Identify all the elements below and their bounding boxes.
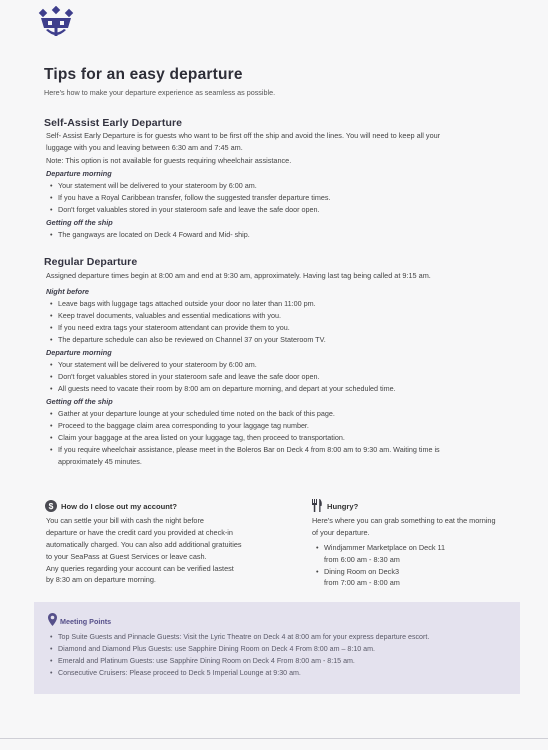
- list-item: • Proceed to the baggage claim area corresponding to your laggage tag number.: [50, 421, 309, 430]
- hungry-line: of your departure.: [312, 528, 370, 537]
- list-item: • If you need extra tags your stateroom attendant can provide them to you.: [50, 323, 290, 332]
- page-edge-divider: [0, 738, 548, 739]
- list-item: • Leave bags with luggage tags attached outside your door no later than 11:00 pm.: [50, 299, 316, 308]
- list-item: • Diamond and Diamond Plus Guests: use Sapphire Dining Room on Deck 4 From 8:00 am – 8:10 am.: [50, 645, 376, 653]
- list-item: • If you have a Royal Caribbean transfer, follow the suggested transfer departure times.: [50, 193, 331, 202]
- dollar-circle-icon: [45, 500, 57, 512]
- list-item: • The gangways are located on Deck 4 Foward and Mid- ship.: [50, 230, 250, 239]
- night-before-heading: Night before: [46, 287, 89, 296]
- account-line: automatically charged. You can also add additional gratuities: [46, 540, 242, 549]
- list-item: • Windjammer Marketplace on Deck 11: [316, 543, 446, 552]
- self-assist-intro-2: luggage with you and leaving between 6:30 am and 7:45 am.: [46, 143, 243, 152]
- list-item-time: from 7:00 am - 8:00 am: [324, 578, 400, 587]
- list-item: • Emerald and Platinum Guests: use Sapphire Dining Room on Deck 4 From 8:00 am - 8:15 am.: [50, 657, 355, 665]
- list-item-time: from 6:00 am - 8:30 am: [324, 555, 400, 564]
- regular-morning-heading: Departure morning: [46, 348, 112, 357]
- page-title: Tips for an easy departure: [44, 66, 243, 83]
- self-assist-morning-heading: Departure morning: [46, 169, 112, 178]
- list-item: • Your statement will be delivered to your stateroom by 6:00 am.: [50, 181, 257, 190]
- list-item: • If you require wheelchair assistance, please meet in the Boleros Bar on Deck 4 from 8:00 am to 9:30 am. Waiting time is: [50, 445, 440, 454]
- list-item: • Don't forget valuables stored in your stateroom safe and leave the safe door open.: [50, 372, 320, 381]
- hungry-heading: Hungry?: [327, 502, 359, 511]
- page-subtitle: Here's how to make your departure experience as seamless as possible.: [44, 88, 276, 97]
- list-item: • Keep travel documents, valuables and essential medications with you.: [50, 311, 281, 320]
- meeting-points-heading: Meeting Points: [60, 617, 112, 626]
- svg-text:$: $: [48, 501, 54, 511]
- list-item: • Dining Room on Deck3: [316, 567, 400, 576]
- account-heading: How do I close out my account?: [61, 502, 178, 511]
- list-item: • Gather at your departure lounge at your scheduled time noted on the back of this page.: [50, 409, 335, 418]
- account-line: departure or have the credit card you provided at check-in: [46, 528, 233, 537]
- list-item: • Consecutive Cruisers: Please proceed to Deck 5 Imperial Lounge at 9:30 am.: [50, 669, 301, 677]
- regular-off-heading: Getting off the ship: [46, 397, 113, 406]
- account-line: You can settle your bill with cash the night before: [46, 516, 204, 525]
- map-pin-icon: [48, 613, 57, 626]
- crown-anchor-logo: [38, 6, 74, 40]
- list-item-continued: approximately 45 minutes.: [58, 457, 142, 466]
- self-assist-intro-1: Self- Assist Early Departure is for guests who want to be first off the ship and avoid the lines. You will need to keep all your: [46, 131, 441, 140]
- fork-knife-icon: [311, 499, 323, 512]
- self-assist-heading: Self-Assist Early Departure: [44, 117, 183, 129]
- account-line: Any queries regarding your account can be verified lastest: [46, 564, 234, 573]
- regular-departure-intro: Assigned departure times begin at 8:00 am and end at 9:30 am, approximately. Having last tag being called at 9:15 am.: [46, 271, 431, 280]
- list-item: • Top Suite Guests and Pinnacle Guests: Visit the Lyric Theatre on Deck 4 at 8:00 am for your express departure escort.: [50, 633, 430, 641]
- list-item: • All guests need to vacate their room by 8:00 am on departure morning, and depart at your scheduled time.: [50, 384, 396, 393]
- account-line: to your SeaPass at Guest Services or leave cash.: [46, 552, 207, 561]
- list-item: • Don't forget valuables stored in your stateroom safe and leave the safe door open.: [50, 205, 320, 214]
- list-item: • Claim your baggage at the area listed on your luggage tag, then proceed to transportation.: [50, 433, 345, 442]
- hungry-line: Here's where you can grab something to eat the morning: [312, 516, 496, 525]
- account-line: by 8:30 am on departure morning.: [46, 575, 156, 584]
- list-item: • The departure schedule can also be reviewed on Channel 37 on your Stateroom TV.: [50, 335, 326, 344]
- self-assist-off-heading: Getting off the ship: [46, 218, 113, 227]
- self-assist-note: Note: This option is not available for guests requiring wheelchair assistance.: [46, 156, 292, 165]
- list-item: • Your statement will be delivered to your stateroom by 6:00 am.: [50, 360, 257, 369]
- regular-departure-heading: Regular Departure: [44, 256, 138, 268]
